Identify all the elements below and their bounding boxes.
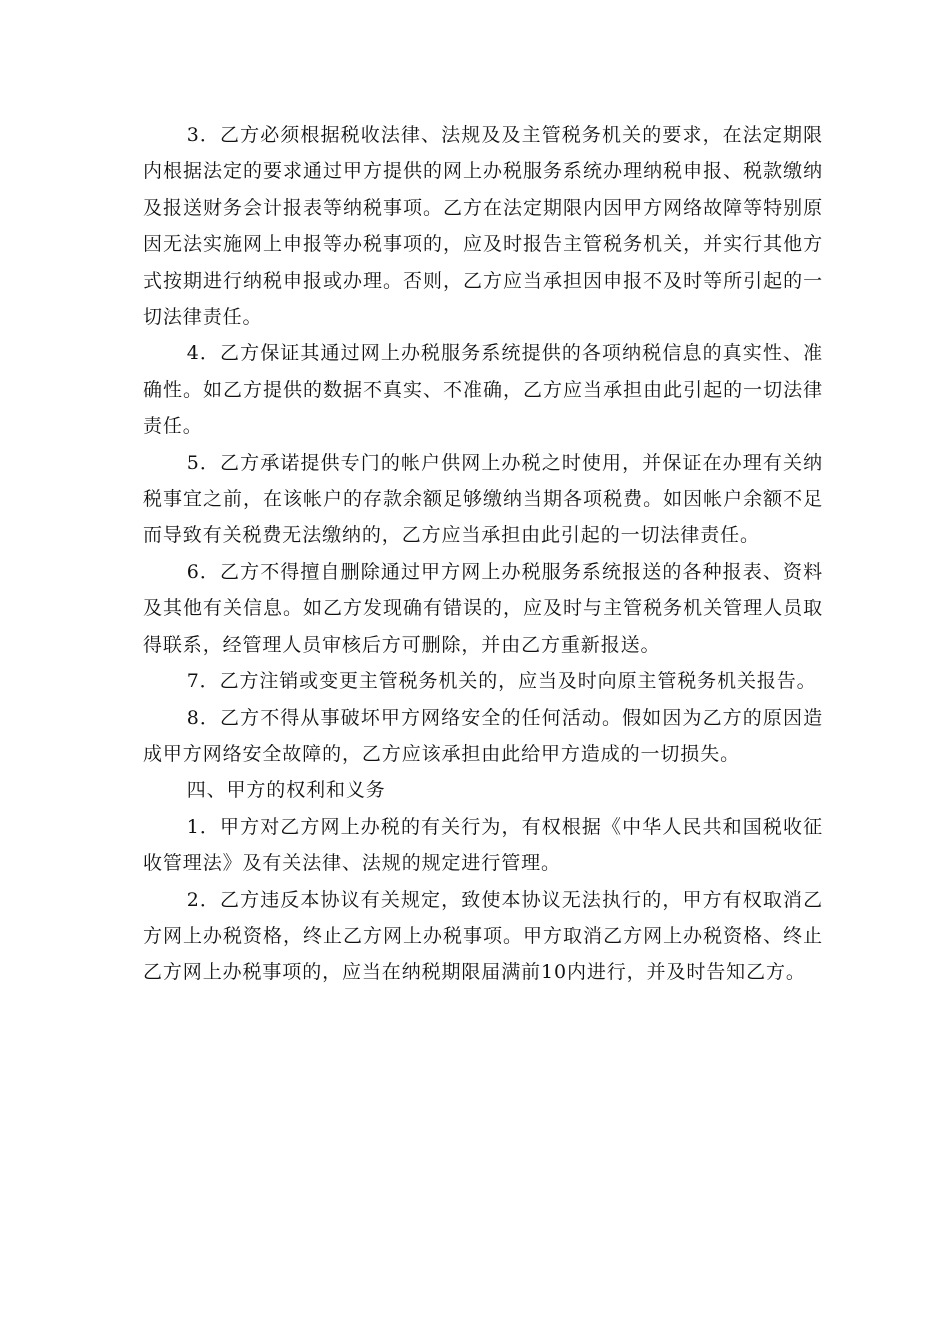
section-heading-party-a-rights: 四、甲方的权利和义务 — [186, 779, 386, 802]
paragraph-party-a-clause-1: 1．甲方对乙方网上办税的有关行为，有权根据《中华人民共和国税收征收管理法》及有关法律、法规的规定进行管理。 — [143, 815, 823, 875]
paragraph-clause-7: 7．乙方注销或变更主管税务机关的，应当及时向原主管税务机关报告。 — [186, 670, 817, 693]
paragraph-clause-5: 5．乙方承诺提供专门的帐户供网上办税之时使用，并保证在办理有关纳税事宜之前，在该帐户的存款余额足够缴纳当期各项税费。如因帐户余额不足而导致有关税费无法缴纳的，乙方应当承担由此引起的一切法律责任。 — [143, 451, 823, 547]
paragraph-clause-4: 4．乙方保证其通过网上办税服务系统提供的各项纳税信息的真实性、准确性。如乙方提供的数据不真实、不准确，乙方应当承担由此引起的一切法律责任。 — [143, 342, 823, 438]
paragraph-clause-8: 8．乙方不得从事破坏甲方网络安全的任何活动。假如因为乙方的原因造成甲方网络安全故障的，乙方应该承担由此给甲方造成的一切损失。 — [143, 706, 823, 765]
paragraph-clause-6: 6．乙方不得擅自删除通过甲方网上办税服务系统报送的各种报表、资料及其他有关信息。如乙方发现确有错误的，应及时与主管税务机关管理人员取得联系，经管理人员审核后方可删除，并由乙方重新报送。 — [143, 560, 823, 656]
paragraph-party-a-clause-2: 2．乙方违反本协议有关规定，致使本协议无法执行的，甲方有权取消乙方网上办税资格，终止乙方网上办税事项。甲方取消乙方网上办税资格、终止乙方网上办税事项的，应当在纳税期限届满前10内进行，并及时告知乙方。 — [143, 888, 823, 984]
paragraph-clause-3: 3．乙方必须根据税收法律、法规及及主管税务机关的要求，在法定期限内根据法定的要求通过甲方提供的网上办税服务系统办理纳税申报、税款缴纳及报送财务会计报表等纳税事项。乙方在法定期限内因甲方网络故障等特别原因无法实施网上申报等办税事项的，应及时报告主管税务机关，并实行其他方式按期进行纳税申报或办理。否则，乙方应当承担因申报不及时等所引起的一切法律责任。 — [143, 124, 823, 329]
document-body — [143, 117, 823, 991]
